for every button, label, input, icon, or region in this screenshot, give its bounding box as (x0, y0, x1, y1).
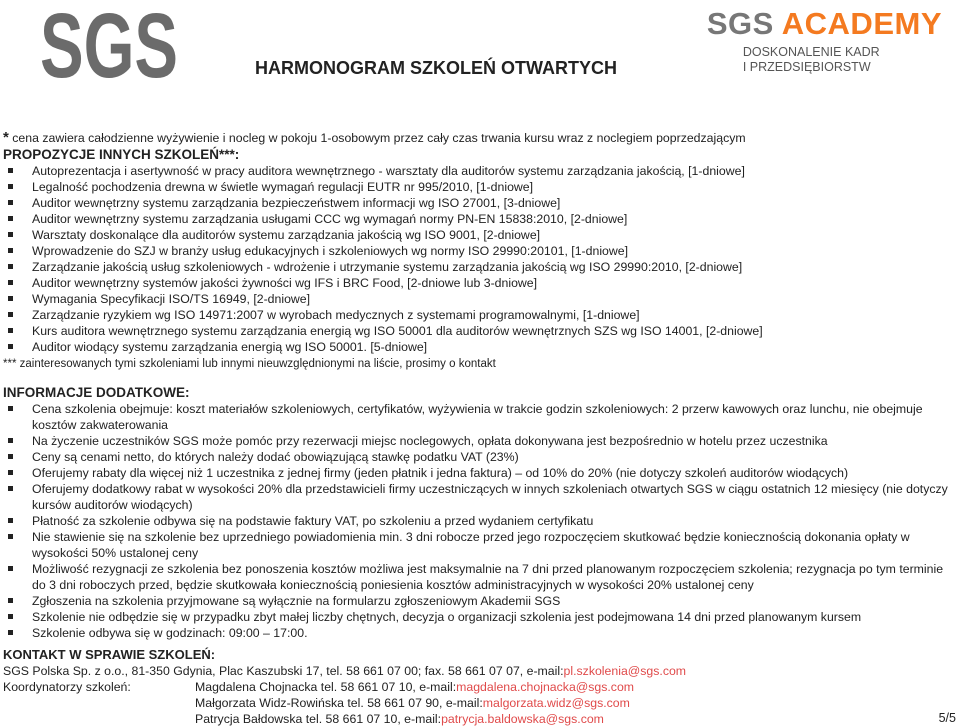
proposals-list (3, 163, 958, 355)
list-item: Auditor wewnętrzny systemu zarządzania usługami CCC wg wymagań normy PN-EN 15838:2010, [2-dniowe] (3, 211, 958, 227)
list-item: Wprowadzenie do SZJ w branży usług edukacyjnych i szkoleniowych wg normy ISO 29990:20101, [1-dniowe] (3, 243, 958, 259)
list-item: Szkolenie nie odbędzie się w przypadku zbyt małej liczby chętnych, decyzja o organizacji szkolenia jest podejmowana 14 dni przed planowanym kursem (3, 609, 958, 625)
proposals-footnote: *** zainteresowanych tymi szkoleniami lub innymi nieuwzględnionymi na liście, prosimy o kontakt (3, 358, 496, 370)
academy-brand-sgs: SGS (706, 6, 774, 41)
note-star: * (3, 129, 9, 146)
coordinator-row (3, 711, 958, 727)
price-note (3, 130, 958, 146)
list-item: Nie stawienie się na szkolenie bez uprzedniego powiadomienia min. 3 dni robocze przed jego rozpoczęciem skutkować będzie koniecznością dokonania opłaty w wysokości 50% ustalonej ceny (3, 529, 958, 561)
academy-subtitle-1: DOSKONALENIE KADR (742, 45, 880, 59)
list-item: Kurs auditora wewnętrznego systemu zarządzania energią wg ISO 50001 dla auditorów wewnętrznych SZS wg ISO 14001, [2-dniowe] (3, 323, 958, 339)
coordinator-row (3, 695, 958, 711)
list-item: Warsztaty doskonalące dla auditorów systemu zarządzania jakością wg ISO 9001, [2-dniowe] (3, 227, 958, 243)
sgs-academy-logo (707, 8, 942, 75)
list-item: Wymagania Specyfikacji ISO/TS 16949, [2-dniowe] (3, 291, 958, 307)
svg-text:SGS: SGS (40, 0, 178, 97)
list-item: Oferujemy rabaty dla więcej niż 1 uczestnika z jednej firmy (jeden płatnik i jedna faktura) – od 10% do 20% (nie dotyczy szkoleń auditorów wiodących) (3, 465, 958, 481)
coordinators-label: Koordynatorzy szkoleń: (3, 680, 131, 694)
company-line (3, 663, 958, 679)
coordinator-row (3, 679, 958, 695)
list-item: Zarządzanie jakością usług szkoleniowych - wdrożenie i utrzymanie systemu zarządzania jakością wg ISO 29990:2010, [2-dniowe] (3, 259, 958, 275)
list-item: Autoprezentacja i asertywność w pracy auditora wewnętrznego - warsztaty dla auditorów systemu zarządzania jakością, [1-dniowe] (3, 163, 958, 179)
info-list (3, 401, 958, 641)
coordinator-text: Magdalena Chojnacka tel. 58 661 07 10, e-mail: (195, 680, 457, 694)
list-item: Oferujemy dodatkowy rabat w wysokości 20% dla przedstawicieli firmy uczestniczących w innych szkoleniach otwartych SGS w ciągu ostatnich 12 miesięcy (nie dotyczy kursów auditorów wiodących) (3, 481, 958, 513)
page-title: HARMONOGRAM SZKOLEŃ OTWARTYCH (255, 58, 617, 78)
academy-subtitle-2: I PRZEDSIĘBIORSTW (742, 60, 871, 74)
note-text: cena zawiera całodzienne wyżywienie i nocleg w pokoju 1-osobowym przez cały czas trwania kursu wraz z noclegiem poprzedzającym (8, 131, 746, 145)
list-item: Auditor wiodący systemu zarządzania energią wg ISO 50001. [5-dniowe] (3, 339, 958, 355)
company-text: SGS Polska Sp. z o.o., 81-350 Gdynia, Plac Kaszubski 17, tel. 58 661 07 00; fax. 58 661 07 07, e-mail: (3, 664, 564, 678)
list-item: Płatność za szkolenie odbywa się na podstawie faktury VAT, po szkoleniu a przed wydaniem certyfikatu (3, 513, 958, 529)
company-email-link[interactable]: pl.szkolenia@sgs.com (563, 664, 687, 678)
proposals-heading: PROPOZYCJE INNYCH SZKOLEŃ***: (3, 147, 240, 162)
main-content (3, 130, 958, 727)
coordinator-text: Małgorzata Widz-Rowińska tel. 58 661 07 90, e-mail: (195, 696, 483, 710)
list-item: Cena szkolenia obejmuje: koszt materiałów szkoleniowych, certyfikatów, wyżywienia w trakcie godzin szkoleniowych: 2 przerw kawowych oraz lunchu, nie obejmuje kosztów zakwaterowania (3, 401, 958, 433)
academy-brand-academy: ACADEMY (781, 6, 942, 41)
contact-heading: KONTAKT W SPRAWIE SZKOLEŃ: (3, 647, 216, 662)
info-heading: INFORMACJE DODATKOWE: (3, 385, 190, 400)
list-item: Szkolenie odbywa się w godzinach: 09:00 – 17:00. (3, 625, 958, 641)
coordinator-email-link[interactable]: patrycja.baldowska@sgs.com (441, 712, 604, 726)
list-item: Możliwość rezygnacji ze szkolenia bez ponoszenia kosztów możliwa jest maksymalnie na 7 dni przed planowanym rozpoczęciem szkolenia; rezygnacja po tym terminie do 3 dni roboczych przed, będzie skutkowała koniecznością poniesienia kosztów administracyjnych w wysokości 20% ustalonej ceny (3, 561, 958, 593)
contact-section (3, 647, 958, 727)
list-item: Auditor wewnętrzny systemów jakości żywności wg IFS i BRC Food, [2-dniowe lub 3-dniowe] (3, 275, 958, 291)
list-item: Zarządzanie ryzykiem wg ISO 14971:2007 w wyrobach medycznych z systemami programowalnymi, [1-dniowe] (3, 307, 958, 323)
list-item: Ceny są cenami netto, do których należy dodać obowiązującą stawkę podatku VAT (23%) (3, 449, 958, 465)
list-item: Na życzenie uczestników SGS może pomóc przy rezerwacji miejsc noclegowych, opłata dokonywana jest bezpośrednio w hotelu przez uczestnika (3, 433, 958, 449)
coordinator-email-link[interactable]: malgorzata.widz@sgs.com (482, 696, 630, 710)
coordinator-text: Patrycja Bałdowska tel. 58 661 07 10, e-mail: (195, 712, 442, 726)
list-item: Zgłoszenia na szkolenia przyjmowane są wyłącznie na formularzu zgłoszeniowym Akademii SGS (3, 593, 958, 609)
sgs-logo (40, 0, 180, 97)
list-item: Legalność pochodzenia drewna w świetle wymagań regulacji EUTR nr 995/2010, [1-dniowe] (3, 179, 958, 195)
page-number: 5/5 (938, 711, 956, 725)
list-item: Auditor wewnętrzny systemu zarządzania bezpieczeństwem informacji wg ISO 27001, [3-dniowe] (3, 195, 958, 211)
coordinator-email-link[interactable]: magdalena.chojnacka@sgs.com (456, 680, 635, 694)
